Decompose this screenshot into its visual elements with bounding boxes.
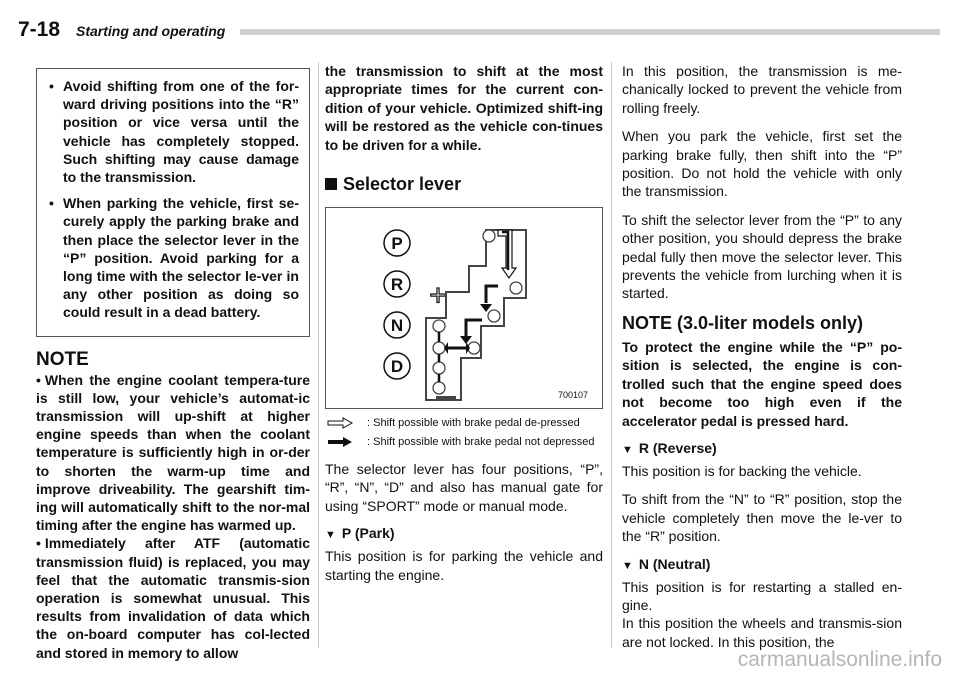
neutral-text: This position is for restarting a stalled en-gine. xyxy=(622,578,902,613)
note-text: To protect the engine while the “P” po-sition is selected, the engine is con-trolled such that the engine speed does not become too high even if the accelerator pedal is pressed hard. xyxy=(622,338,902,429)
warning-text: When parking the vehicle, first se-curely apply the parking brake and then place the selector lever in the “P” position. Avoid parking for a long time with the selector le-ver in any other position as doing so could result in a dead battery. xyxy=(63,195,299,321)
warning-item: • When parking the vehicle, first se-curely apply the parking brake and then place the selector lever in the “P” position. Avoid parking for a long time with the selector le-ver in any other position as doing so could result in a dead battery. xyxy=(49,195,299,321)
legend-row xyxy=(325,436,603,452)
selector-lever-diagram xyxy=(325,207,603,409)
selector-intro: The selector lever has four positions, “P”, “R”, “N”, “D” and also has manual gate for using “SPORT” mode or manual mode. xyxy=(325,461,603,514)
shift-gate-illustration xyxy=(326,208,602,408)
column-left xyxy=(36,62,310,661)
legend-text: : Shift possible with brake pedal not depressed xyxy=(367,436,595,449)
paragraph: When you park the vehicle, first set the parking brake fully, then shift into the “P” position. Do not hold the vehicle with only the transmission. xyxy=(622,128,902,200)
section-title: Starting and operating xyxy=(76,23,226,39)
reverse-heading: ▼ R (Reverse) xyxy=(622,439,717,456)
note-heading: NOTE xyxy=(36,348,89,370)
reverse-text: To shift from the “N” to “R” position, stop the vehicle completely then move the le-ver to the “R” position. xyxy=(622,491,902,545)
page-number: 7-18 xyxy=(18,18,61,41)
note-paragraph: • Immediately after ATF (automatic transmission fluid) is replaced, you may feel that the automatic transmis-sion operation is somewhat unusual. This results from invalidation of data which the on-board computer has col-lected and stored in memory to allow xyxy=(36,535,310,661)
column-divider xyxy=(318,62,319,648)
gear-label-r: R xyxy=(390,275,404,295)
page-header xyxy=(18,18,940,44)
warning-text: Avoid shifting from one of the for-ward driving positions into the “R” position or vice versa until the vehicle has completely stopped. Such shifting may cause damage to the transmission. xyxy=(63,78,299,186)
diagram-legend xyxy=(325,417,603,452)
legend-row xyxy=(325,417,603,433)
warning-box xyxy=(36,68,310,337)
paragraph: To shift the selector lever from the “P” to any other position, you should depress the brake pedal fully then move the selector lever. This prevents the vehicle from lurching when it is started. xyxy=(622,211,902,302)
column-divider xyxy=(611,62,612,648)
gear-label-p: P xyxy=(391,234,403,254)
column-right xyxy=(622,62,902,650)
note-heading: NOTE (3.0-liter models only) xyxy=(622,312,864,333)
park-text: This position is for parking the vehicle and starting the engine. xyxy=(325,548,603,583)
legend-text: : Shift possible with brake pedal de-pressed xyxy=(367,417,580,430)
reverse-text: This position is for backing the vehicle. xyxy=(622,462,862,479)
column-middle xyxy=(325,62,603,638)
plus-sign-icon: + xyxy=(429,279,447,313)
neutral-text: In this position the wheels and transmis-sion are not locked. In this position, the xyxy=(622,615,902,650)
gear-label-d: D xyxy=(390,357,404,377)
paragraph: In this position, the transmission is me-chanically locked to prevent the vehicle from rolling freely. xyxy=(622,63,902,116)
park-heading: ▼ P (Park) xyxy=(325,525,395,542)
selector-lever-heading: Selector lever xyxy=(325,174,603,195)
hollow-arrow-icon xyxy=(325,417,367,433)
figure-id: 700107 xyxy=(557,390,588,401)
header-rule xyxy=(240,29,940,35)
warning-item: • Avoid shifting from one of the for-ward driving positions into the “R” position or vice versa until the vehicle has completely stopped. Such shifting may cause damage to the transmission. xyxy=(49,78,299,186)
neutral-heading: ▼ N (Neutral) xyxy=(622,555,711,572)
gear-label-n: N xyxy=(390,316,404,336)
solid-arrow-icon xyxy=(325,436,367,452)
continued-note-text: the transmission to shift at the most appropriate times for the current con-dition of your vehicle. Optimized shift-ing will be restored as the vehicle con-tinues to be driven for a while. xyxy=(325,63,603,153)
note-paragraph: • When the engine coolant tempera-ture is still low, your vehicle’s automat-ic transmission will up-shift at higher engine speeds than when the coolant temperature is sufficiently high in or-der to shorten the warm-up time and improve driveability. The gearshift tim-ing will automatically shift to the nor-mal timing after the engine has warmed up. xyxy=(36,371,310,534)
watermark: carmanualsonline.info xyxy=(737,648,942,671)
